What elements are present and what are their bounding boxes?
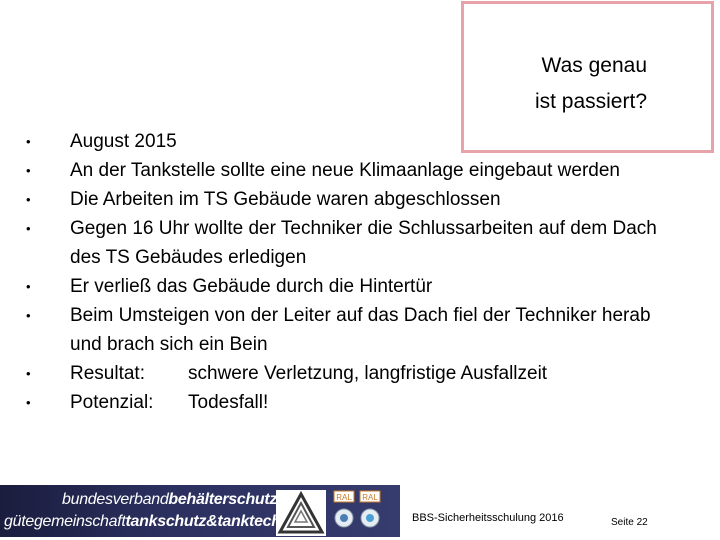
ral-seal-icon [359,490,381,534]
bullet-item [24,272,684,301]
bullet-text: August 2015 [70,131,177,152]
banner-line2: gütegemeinschafttankschutz&tanktechnik [4,513,303,530]
bullet-item [24,156,684,185]
result-text: schwere Verletzung, langfristige Ausfallzeit [188,363,548,384]
banner-line1: bundesverbandbehälterschutz [62,491,278,508]
bullet-text: An der Tankstelle sollte eine neue Klimaanlage eingebaut werden [70,160,620,181]
potential-label: Potenzial: [70,392,154,413]
bullet-icon: • [26,163,31,178]
footer [0,482,720,540]
bullet-icon: • [26,395,31,410]
ral-seal-icon [333,490,355,534]
bullet-icon: • [26,134,31,149]
bullet-text: Gegen 16 Uhr wollte der Techniker die Schlussarbeiten auf dem Dach des TS Gebäudes erledigen [70,218,657,268]
result-label: Resultat: [70,363,145,384]
bullet-item [24,301,684,359]
triangle-logo-icon [276,490,326,536]
bullet-item [24,185,684,214]
bullet-text: Er verließ das Gebäude durch die Hintertür [70,276,433,297]
bullet-item-potential [24,388,684,417]
bullet-list [24,127,684,417]
slide-title-line1: Was genau [541,54,647,77]
svg-text:RAL: RAL [362,493,378,502]
bullet-item [24,127,684,156]
slide-title-line2: ist passiert? [534,90,647,113]
bullet-text: Beim Umsteigen von der Leiter auf das Dach fiel der Techniker herab und brach sich ein Bein [70,305,651,355]
bullet-icon: • [26,308,31,323]
bullet-item-result [24,359,684,388]
event-label: BBS-Sicherheitsschulung 2016 [412,512,564,524]
potential-text: Todesfall! [188,392,269,413]
page-number: Seite 22 [611,517,648,528]
bullet-item [24,214,684,272]
bullet-icon: • [26,279,31,294]
bullet-icon: • [26,192,31,207]
bullet-text: Die Arbeiten im TS Gebäude waren abgeschlossen [70,189,501,210]
svg-text:RAL: RAL [336,493,352,502]
bullet-icon: • [26,221,31,236]
bullet-icon: • [26,366,31,381]
